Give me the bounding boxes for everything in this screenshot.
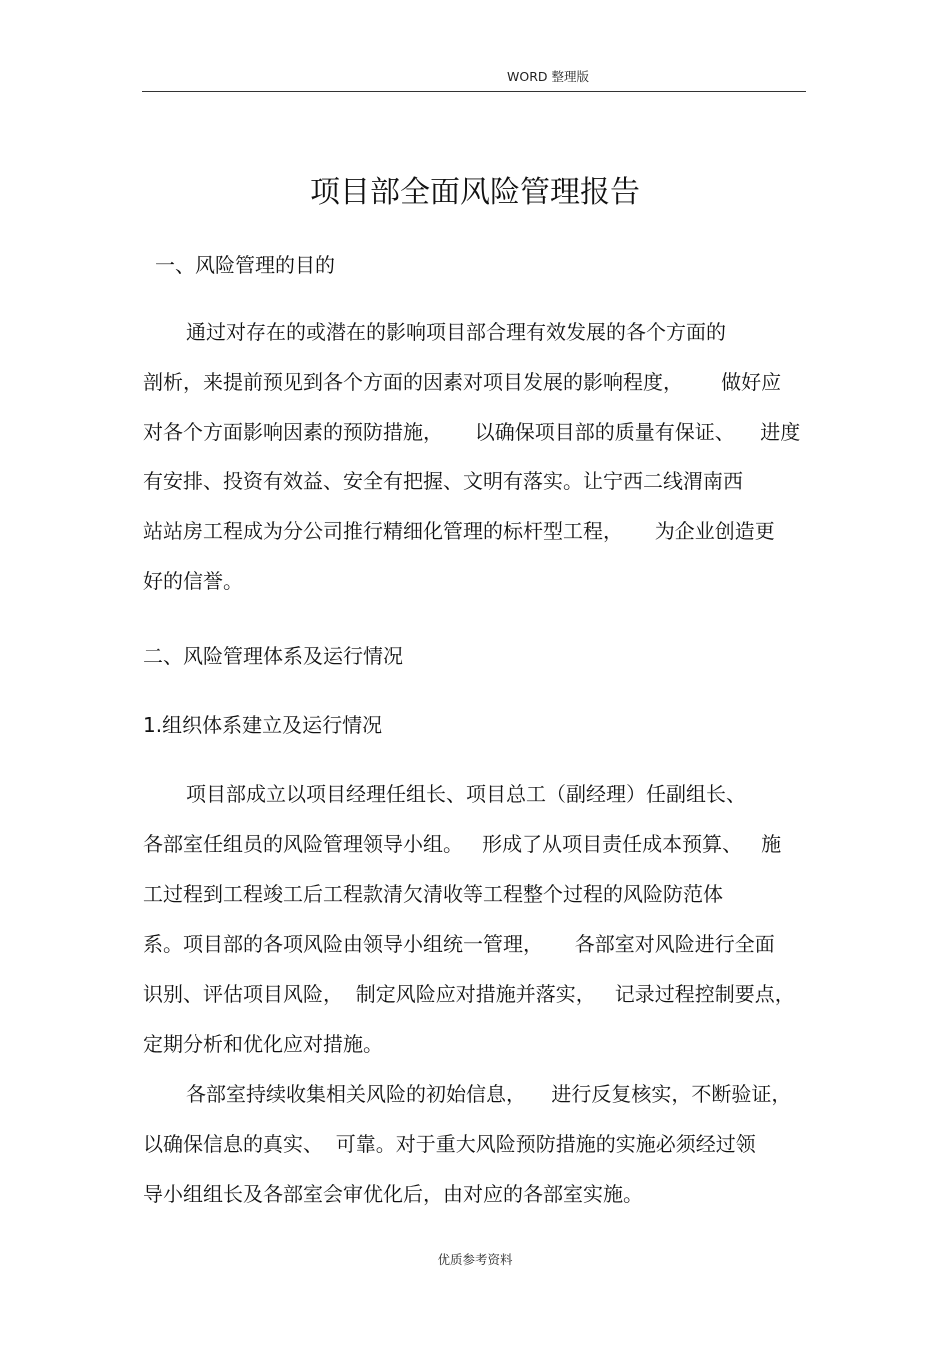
paragraph-line: 剖析，来提前预见到各个方面的因素对项目发展的影响程度， 做好应 [143, 370, 782, 394]
paragraph-line: 对各个方面影响因素的预防措施， 以确保项目部的质量有保证、 进度 [143, 420, 801, 444]
paragraph-line: 各部室持续收集相关风险的初始信息， 进行反复核实，不断验证， [186, 1082, 792, 1106]
header-label: WORD 整理版 [507, 69, 589, 84]
paragraph-line: 导小组组长及各部室会审优化后，由对应的各部室实施。 [143, 1182, 643, 1206]
section-2-heading: 二、风险管理体系及运行情况 [143, 644, 403, 668]
paragraph-line: 定期分析和优化应对措施。 [143, 1032, 383, 1056]
subsection-heading: 1.组织体系建立及运行情况 [143, 713, 383, 737]
paragraph-line: 有安排、投资有效益、安全有把握、文明有落实。让宁西二线渭南西 [143, 469, 743, 493]
paragraph-line: 各部室任组员的风险管理领导小组。 形成了从项目责任成本预算、 施 [143, 832, 782, 856]
paragraph-line: 站站房工程成为分公司推行精细化管理的标杆型工程， 为企业创造更 [143, 519, 775, 543]
paragraph-line: 以确保信息的真实、 可靠。对于重大风险预防措施的实施必须经过领 [143, 1132, 756, 1156]
paragraph-line: 识别、评估项目风险， 制定风险应对措施并落实， 记录过程控制要点， [143, 982, 795, 1006]
document-title: 项目部全面风险管理报告 [310, 175, 640, 210]
section-1-heading: 一、风险管理的目的 [155, 253, 335, 277]
paragraph-line: 好的信誉。 [143, 569, 243, 593]
header-divider [142, 91, 806, 92]
paragraph-line: 工过程到工程竣工后工程款清欠清收等工程整个过程的风险防范体 [143, 882, 723, 906]
page-footer: 优质参考资料 [437, 1252, 513, 1267]
paragraph-line: 项目部成立以项目经理任组长、项目总工（副经理）任副组长、 [186, 782, 746, 806]
paragraph-line: 通过对存在的或潜在的影响项目部合理有效发展的各个方面的 [186, 320, 726, 344]
paragraph-line: 系。项目部的各项风险由领导小组统一管理， 各部室对风险进行全面 [143, 932, 775, 956]
